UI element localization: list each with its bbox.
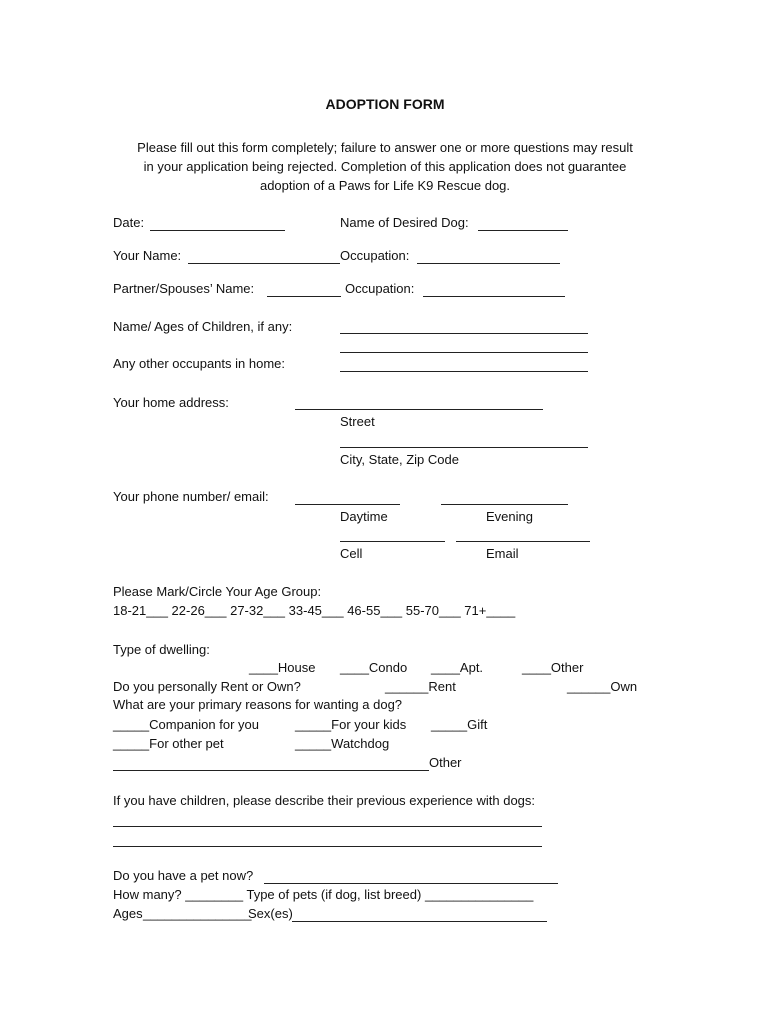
reason-gift[interactable]: _____Gift: [431, 717, 488, 732]
address-label: Your home address:: [113, 395, 229, 410]
partner-occupation-label: Occupation:: [345, 281, 415, 296]
daytime-phone-field[interactable]: [295, 504, 400, 505]
city-field[interactable]: [340, 447, 588, 448]
daytime-caption: Daytime: [340, 509, 388, 524]
reason-other-pet[interactable]: _____For other pet: [113, 736, 224, 751]
children-field-1[interactable]: [340, 333, 588, 334]
email-caption: Email: [486, 546, 519, 561]
phone-label: Your phone number/ email:: [113, 489, 269, 504]
reason-other-field[interactable]: [113, 770, 429, 771]
reasons-label: What are your primary reasons for wanting a dog?: [113, 697, 403, 712]
form-title: ADOPTION FORM: [325, 96, 445, 112]
intro-line-3: adoption of a Paws for Life K9 Rescue dog.: [259, 178, 511, 193]
rent-option[interactable]: ______Rent: [385, 679, 456, 694]
age-group-label: Please Mark/Circle Your Age Group:: [113, 584, 322, 599]
occupants-label: Any other occupants in home:: [113, 356, 285, 371]
date-field[interactable]: [150, 230, 285, 231]
desired-dog-label: Name of Desired Dog:: [340, 215, 469, 230]
own-option[interactable]: ______Own: [567, 679, 638, 694]
reason-companion[interactable]: _____Companion for you: [113, 717, 259, 732]
dwelling-other[interactable]: ____Other: [522, 660, 584, 675]
dwelling-label: Type of dwelling:: [113, 642, 210, 657]
partner-occupation-field[interactable]: [423, 296, 565, 297]
dwelling-apt[interactable]: ____Apt.: [431, 660, 484, 675]
occupation-label: Occupation:: [340, 248, 410, 263]
how-many-line[interactable]: How many? ________ Type of pets (if dog, list breed) _______________: [113, 887, 534, 902]
children-field-2[interactable]: [340, 352, 588, 353]
your-name-label: Your Name:: [113, 248, 182, 263]
age-group-options[interactable]: 18-21___ 22-26___ 27-32___ 33-45___ 46-55___ 55-70___ 71+____: [113, 603, 516, 618]
occupation-field[interactable]: [417, 263, 560, 264]
email-field[interactable]: [456, 541, 590, 542]
have-pet-field[interactable]: [264, 883, 558, 884]
children-experience-label: If you have children, please describe their previous experience with dogs:: [113, 793, 536, 808]
city-caption: City, State, Zip Code: [340, 452, 459, 467]
occupants-field[interactable]: [340, 371, 588, 372]
ages-label: Ages: [113, 906, 143, 921]
desired-dog-field[interactable]: [478, 230, 568, 231]
reason-other-label: Other: [429, 755, 462, 770]
intro-line-1: Please fill out this form completely; failure to answer one or more questions may result: [137, 140, 633, 155]
rent-own-label: Do you personally Rent or Own?: [113, 679, 301, 694]
evening-phone-field[interactable]: [441, 504, 568, 505]
intro-line-2: in your application being rejected. Completion of this application does not guarantee: [143, 159, 627, 174]
dwelling-condo[interactable]: ____Condo: [340, 660, 408, 675]
children-experience-field-1[interactable]: [113, 826, 542, 827]
ages-field[interactable]: _______________: [143, 906, 252, 921]
street-caption: Street: [340, 414, 375, 429]
cell-caption: Cell: [340, 546, 363, 561]
date-label: Date:: [113, 215, 145, 230]
partner-field[interactable]: [267, 296, 341, 297]
reason-watchdog[interactable]: _____Watchdog: [295, 736, 390, 751]
children-label: Name/ Ages of Children, if any:: [113, 319, 293, 334]
cell-field[interactable]: [340, 541, 445, 542]
your-name-field[interactable]: [188, 263, 340, 264]
street-field[interactable]: [295, 409, 543, 410]
sex-label: Sex(es): [248, 906, 293, 921]
have-pet-label: Do you have a pet now?: [113, 868, 254, 883]
partner-label: Partner/Spouses’ Name:: [113, 281, 255, 296]
children-experience-field-2[interactable]: [113, 846, 542, 847]
sex-field[interactable]: [292, 921, 547, 922]
dwelling-house[interactable]: ____House: [249, 660, 316, 675]
reason-kids[interactable]: _____For your kids: [295, 717, 407, 732]
evening-caption: Evening: [486, 509, 533, 524]
